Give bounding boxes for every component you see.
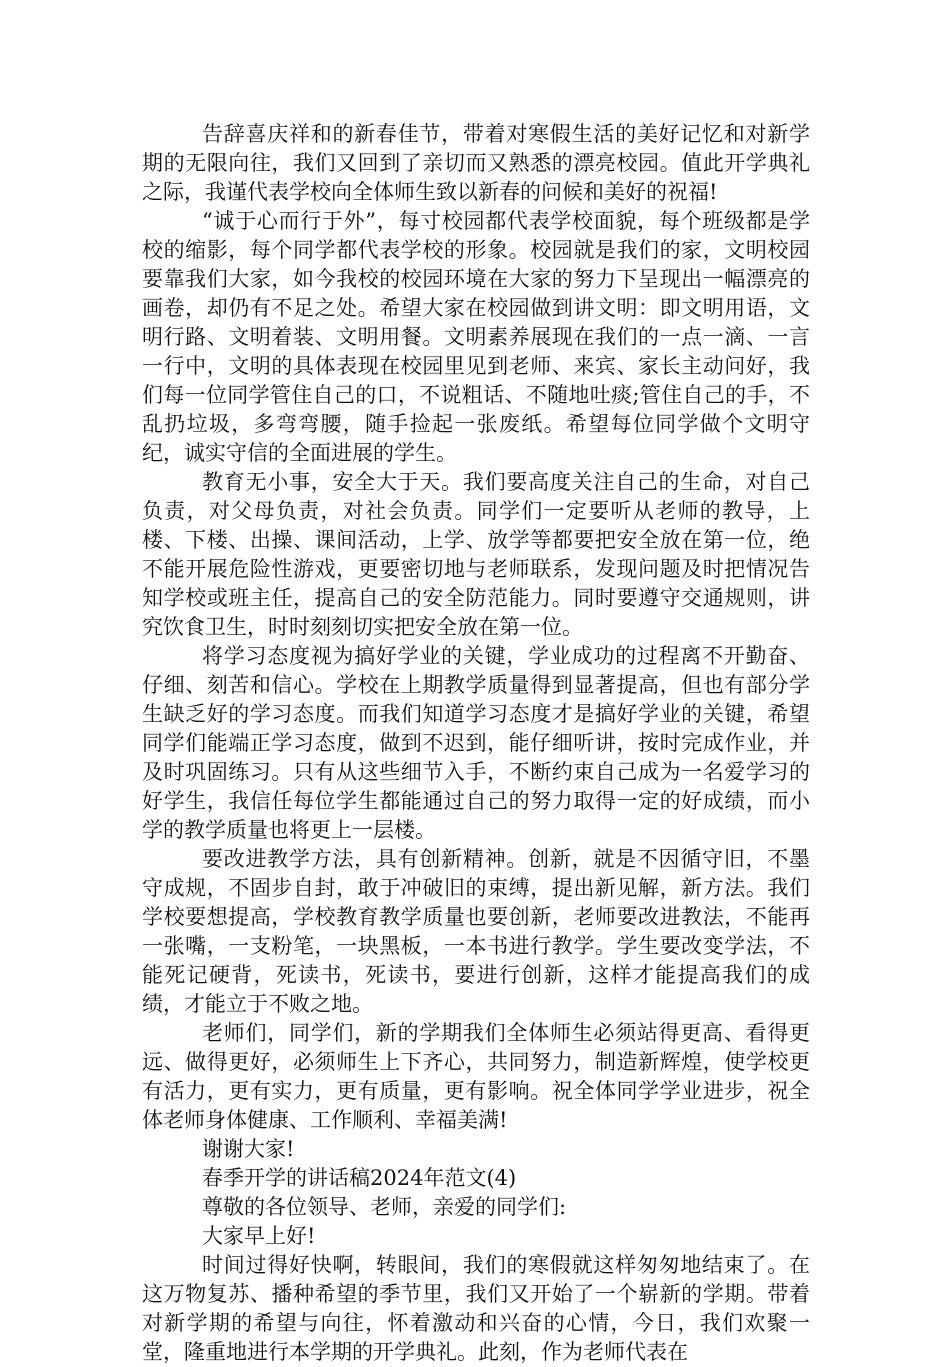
paragraph-innovation: 要改进教学方法，具有创新精神。创新，就是不因循守旧，不墨守成规，不固步自封，敢于冲破旧的束缚，提出新见解，新方法。我们学校要想提高，学校教育教学质量也要创新，老师要改进教法，不能再一张嘴，一支粉笔，一块黑板，一本书进行教学。学生要改变学法，不能死记硬背，死读书，死读书，要进行创新，这样才能提高我们的成绩，才能立于不败之地。 bbox=[142, 847, 810, 1016]
document-body bbox=[142, 120, 810, 1367]
paragraph-wishes: 老师们，同学们，新的学期我们全体师生必须站得更高、看得更远、做得更好，必须师生上下齐心，共同努力，制造新辉煌，使学校更有活力，更有实力，更有质量，更有影响。祝全体同学学业进步，祝全体老师身体健康、工作顺利、幸福美满! bbox=[142, 1021, 810, 1132]
paragraph-semester-start: 时间过得好快啊，转眼间，我们的寒假就这样匆匆地结束了。在这万物复苏、播种希望的季节里，我们又开始了一个崭新的学期。带着对新学期的希望与向往，怀着激动和兴奋的心情，今日，我们欢聚一堂，隆重地进行本学期的开学典礼。此刻，作为老师代表在 bbox=[142, 1253, 810, 1364]
morning-greeting: 大家早上好! bbox=[202, 1224, 316, 1248]
paragraph-civilized-campus: “诚于心而行于外”，每寸校园都代表学校面貌，每个班级都是学校的缩影，每个同学都代表学校的形象。校园就是我们的家，文明校园要靠我们大家，如今我校的校园环境在大家的努力下呈现出一幅漂亮的画卷，却仍有不足之处。希望大家在校园做到讲文明：即文明用语，文明行路、文明着装、文明用餐。文明素养展现在我们的一点一滴、一言一行中，文明的具体表现在校园里见到老师、来宾、家长主动问好，我们每一位同学管住自己的口，不说粗话、不随地吐痰;管住自己的手，不乱扔垃圾，多弯弯腰，随手捡起一张废纸。希望每位同学做个文明守纪，诚实守信的全面进展的学生。 bbox=[142, 209, 810, 465]
paragraph-study-attitude: 将学习态度视为搞好学业的关键，学业成功的过程离不开勤奋、仔细、刻苦和信心。学校在上期教学质量得到显著提高，但也有部分学生缺乏好的学习态度。而我们知道学习态度才是搞好学业的关键，希望同学们能端正学习态度，做到不迟到，能仔细听讲，按时完成作业，并及时巩固练习。只有从这些细节入手，不断约束自己成为一名爱学习的好学生，我信任每位学生都能通过自己的努力取得一定的好成绩，而小学的教学质量也将更上一层楼。 bbox=[142, 644, 810, 842]
paragraph-safety: 教育无小事，安全大于天。我们要高度关注自己的生命，对自己负责，对父母负责，对社会负责。同学们一定要听从老师的教导，上楼、下楼、出操、课间活动，上学、放学等都要把安全放在第一位，绝不能开展危险性游戏，更要密切地与老师联系，发现问题及时把情况告知学校或班主任，提高自己的安全防范能力。同时要遵守交通规则，讲究饮食卫生，时时刻刻切实把安全放在第一位。 bbox=[142, 470, 810, 639]
salutation: 尊敬的各位领导、老师，亲爱的同学们: bbox=[202, 1195, 567, 1219]
section-title: 春季开学的讲话稿2024年范文(4) bbox=[202, 1166, 517, 1190]
paragraph-new-year-greeting: 告辞喜庆祥和的新春佳节，带着对寒假生活的美好记忆和对新学期的无限向往，我们又回到了亲切而又熟悉的漂亮校园。值此开学典礼之际，我谨代表学校向全体师生致以新春的问候和美好的祝福! bbox=[142, 122, 810, 204]
closing-thanks: 谢谢大家! bbox=[202, 1137, 295, 1161]
